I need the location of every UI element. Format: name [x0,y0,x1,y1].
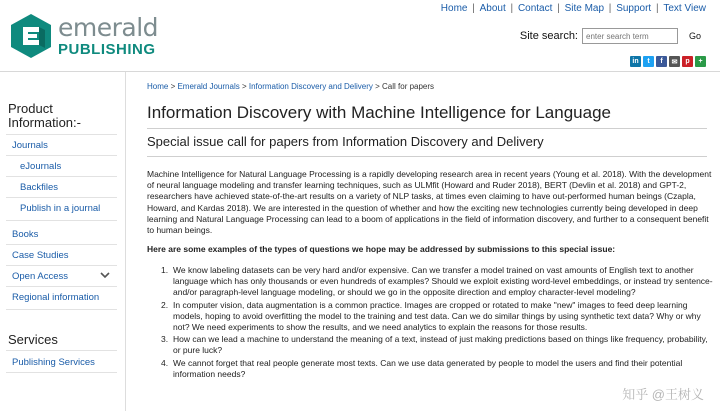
sidebar-item-publishing-services[interactable]: Publishing Services [12,357,95,368]
breadcrumb-journal[interactable]: Information Discovery and Delivery [248,82,373,91]
search-label: Site search: [519,30,578,42]
list-number: 3. [161,334,169,345]
emerald-logo-icon [10,13,52,59]
title-divider [147,128,707,129]
intro-paragraph: Machine Intelligence for Natural Language Processing is a rapidly developing research area in recent years (Young et al. 2018). With the development of neural language modeling and transfer learning techniques, such as ULMfit (Howard and Ruder 2018), BERT (Devlin et al. 2018) and GPT-2, researchers have achieved state-of-the-art results on a variety of NLP tasks, at times even claiming to have out-performed human beings (Czapla, Howard, and Kardas 2018). We are interested in the question of whether and how the exciting new technologies currently being developed in deep learning and Natural Language Processing can lead to a boom of applications in the field of information discovery, and further to a consequent benefit to human beings. [147,169,712,236]
sidebar-heading-services: Services [8,332,58,347]
breadcrumb-home[interactable]: Home [147,82,169,91]
sidebar-item-publish[interactable]: Publish in a journal [20,203,101,214]
site-search [520,28,706,44]
divider [6,197,117,198]
linkedin-icon[interactable]: in [630,56,641,67]
questions-heading: Here are some examples of the types of questions we hope may be addressed by submissions to this special issue: [147,244,616,254]
nav-contact[interactable]: Contact [517,3,553,14]
page-title: Information Discovery with Machine Intelligence for Language [147,103,611,122]
sidebar-item-ejournals[interactable]: eJournals [20,161,62,172]
chevron-down-icon[interactable] [100,270,110,280]
divider [6,309,117,310]
nav-home[interactable]: Home [440,3,468,14]
breadcrumb: Home > Emerald Journals > Information Discovery and Delivery > Call for papers [147,82,435,91]
plus-icon[interactable]: + [695,56,706,67]
sidebar-item-books[interactable]: Books [12,229,39,240]
divider [6,350,117,351]
list-text: How can we lead a machine to understand the meaning of a text, instead of just making predictions based on things like frequency, probability, or pure luck? [173,334,708,356]
facebook-icon[interactable]: f [656,56,667,67]
watermark: 知乎 @王树义 [622,387,704,402]
nav-site-map[interactable]: Site Map [564,3,605,14]
list-text: We cannot forget that real people generate most texts. Can we use data generated by people to model the users and find their potential information needs? [173,357,683,379]
list-number: 2. [161,299,169,310]
nav-text-view[interactable]: Text View [663,3,706,14]
divider [6,244,117,245]
email-icon[interactable]: ✉ [669,56,680,67]
top-navigation: Home | About | Contact | Site Map | Support | Text View [440,3,706,14]
pinterest-icon[interactable]: p [682,56,693,67]
twitter-icon[interactable]: t [643,56,654,67]
divider [6,176,117,177]
list-text: We know labeling datasets can be very hard and/or expensive. Can we transfer a model trained on vast amounts of English text to another language which has only thousands or even hundreds of examples? Should we exploit existing word-level embeddings, or instead try sentence- and/or paragraph-level language modeling, or should we go in the opposite direction and employ character-level modeling? [173,265,713,298]
emerald-logo[interactable] [10,12,170,60]
sidebar-item-open-access[interactable]: Open Access [12,271,68,282]
divider [6,220,117,221]
list-item [161,334,713,356]
page-subtitle: Special issue call for papers from Information Discovery and Delivery [147,134,544,149]
divider [6,372,117,373]
breadcrumb-journals[interactable]: Emerald Journals [177,82,240,91]
list-number: 1. [161,265,169,275]
list-item [161,300,713,334]
divider [6,155,117,156]
sidebar-item-regional[interactable]: Regional information [12,292,100,303]
logo-line-2: PUBLISHING [58,41,156,58]
divider [6,265,117,266]
sidebar-item-backfiles[interactable]: Backfiles [20,182,59,193]
list-item [161,265,713,299]
sidebar-heading-product: Product Information:- [8,101,81,130]
sidebar [0,72,126,411]
share-bar [628,56,706,67]
list-number: 4. [161,357,169,368]
nav-about[interactable]: About [479,3,506,14]
sidebar-item-case-studies[interactable]: Case Studies [12,250,69,261]
questions-list [161,265,713,381]
nav-support[interactable]: Support [616,3,652,14]
list-item [161,358,713,380]
search-go-button[interactable]: Go [684,28,706,44]
list-text: In computer vision, data augmentation is a common practice. Images are cropped or rotated to make "new" images to feed deep learning models, hoping to avoid overfitting the model to the training and test data. Can we do similar things by using synthetic text data? Why or why not? We need experiments to show the results, and we need analytics to explain the reasons for those results. [173,299,701,333]
divider [6,134,117,135]
divider [6,286,117,287]
subtitle-divider [147,156,707,157]
logo-line-1: emerald [58,13,159,42]
breadcrumb-current: Call for papers [382,82,435,91]
sidebar-item-journals[interactable]: Journals [12,140,48,151]
search-input[interactable] [582,28,678,44]
